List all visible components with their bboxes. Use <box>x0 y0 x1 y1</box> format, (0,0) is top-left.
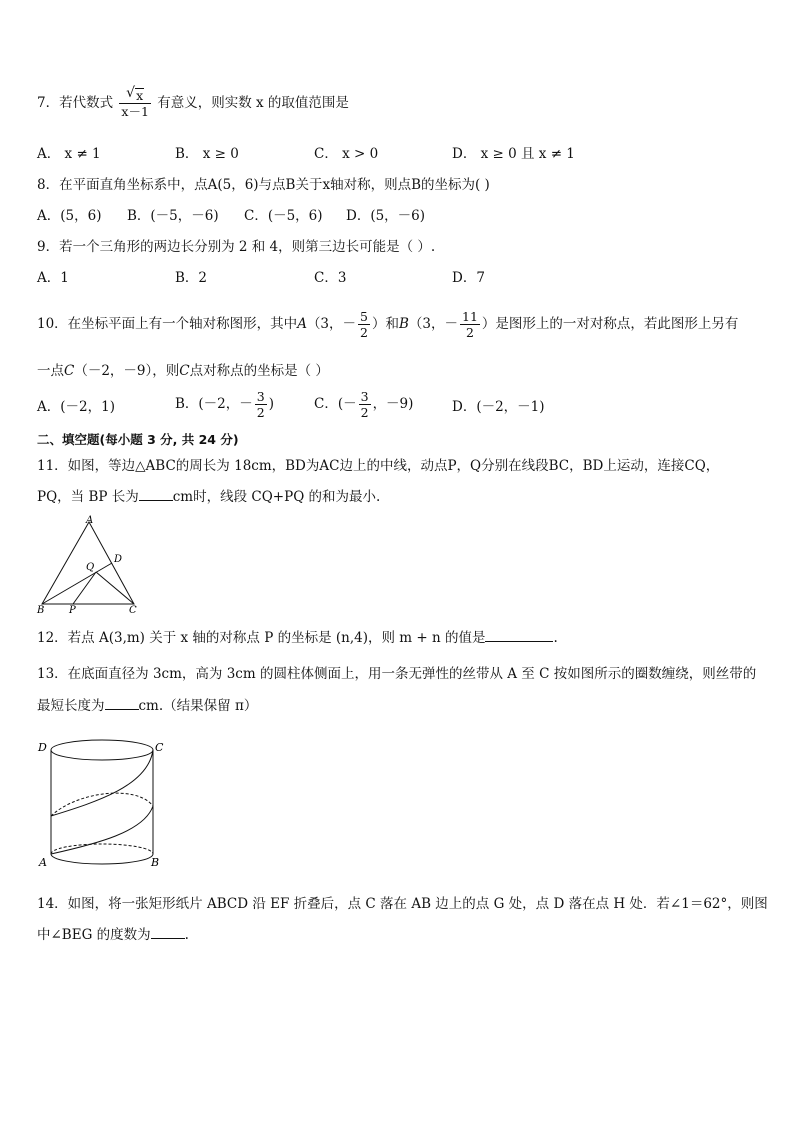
q11-stem-line1: 11．如图，等边△ABC的周长为 18cm，BD为AC边上的中线，动点P，Q分别在线段BC，BD上运动，连接CQ， <box>37 458 720 474</box>
cylinder-bottom-back <box>51 844 153 854</box>
q11-line2-pre: PQ，当 BP 长为 <box>37 489 139 505</box>
q10-line2-end: 点对称点的坐标是（ ） <box>189 363 329 379</box>
q10-optc-pre: C．(－ <box>314 396 357 412</box>
q9-option-d: D．7 <box>452 270 485 286</box>
q10-option-b <box>175 389 274 420</box>
label-d: D <box>38 741 47 754</box>
label-c: C <box>155 741 164 754</box>
q9-option-c: C．3 <box>314 270 347 286</box>
q12-answer-blank[interactable] <box>485 629 553 642</box>
q10-part1: 10．在坐标平面上有一个轴对称图形，其中 <box>37 316 298 332</box>
q10-stem-line1 <box>37 309 738 340</box>
q8-stem: 8．在平面直角坐标系中，点A(5，6)与点B关于x轴对称，则点B的坐标为( ) <box>37 177 490 193</box>
q13-cylinder-figure <box>36 734 168 870</box>
q9-stem: 9．若一个三角形的两边长分别为 2 和 4，则第三边长可能是（ ）. <box>37 239 436 255</box>
q10-point-a: A <box>297 316 307 332</box>
q13-line2-post: cm.（结果保留 π） <box>138 698 258 714</box>
q10-option-c <box>314 389 413 420</box>
label-a: A <box>86 515 94 526</box>
q13-answer-blank[interactable] <box>105 697 139 710</box>
q10-optb-num: 3 <box>256 389 265 404</box>
q10-optc-den: 2 <box>360 405 369 420</box>
q9-option-a: A．1 <box>37 270 69 286</box>
q12-pre: 12．若点 A(3,m) 关于 x 轴的对称点 P 的坐标是 (n,4)，则 m + n 的值是 <box>37 630 486 646</box>
label-d: D <box>114 554 123 565</box>
segment-pq <box>73 572 96 604</box>
q10-b-fraction <box>460 309 480 340</box>
q7-option-b: B． x ≥ 0 <box>175 146 239 162</box>
q10-a-fraction <box>358 309 370 340</box>
ribbon-back <box>51 793 153 816</box>
q10-optc-num: 3 <box>360 389 369 404</box>
q10-line2-post: （－2，－9），则 <box>74 363 180 379</box>
q7-option-a: A． x ≠ 1 <box>37 146 101 162</box>
q14-stem-line1: 14．如图，将一张矩形纸片 ABCD 沿 EF 折叠后，点 C 落在 AB 边上的点 G 处，点 D 落在点 H 处．若∠1＝62°，则图 <box>37 896 768 912</box>
q7-stem <box>37 85 349 119</box>
q10-option-a: A．(－2，1) <box>37 399 115 415</box>
section-heading: 二、填空题(每小题 3 分, 共 24 分) <box>37 432 239 447</box>
label-q: Q <box>86 562 95 573</box>
q10-option-d: D．(－2，－1) <box>452 399 545 415</box>
q10-b-den: 2 <box>465 325 474 340</box>
q13-stem-line2 <box>37 697 257 715</box>
q10-b-num: 11 <box>462 309 478 324</box>
q10-optb-post: ) <box>268 396 275 412</box>
q7-suffix: 有意义，则实数 x 的取值范围是 <box>157 95 349 111</box>
q7-prefix: 7．若代数式 <box>37 95 114 111</box>
q8-option-a: A．(5，6) <box>37 208 102 224</box>
q10-part2: ）是图形上的一对对称点，若此图形上另有 <box>481 316 739 332</box>
q7-fraction: √ x x－1 <box>121 85 149 119</box>
q13-line2-pre: 最短长度为 <box>37 698 105 714</box>
q11-stem-line2 <box>37 488 380 506</box>
q10-a-coord-pre: （3，－ <box>306 316 357 332</box>
q8-option-c: C．(－5，6) <box>244 208 323 224</box>
label-a: A <box>39 856 47 869</box>
q10-point-b: B <box>398 316 409 332</box>
q14-answer-blank[interactable] <box>151 926 185 939</box>
label-b: B <box>151 856 160 869</box>
q7-option-c: C． x > 0 <box>314 146 379 162</box>
label-b: B <box>37 605 45 614</box>
q10-point-c: C <box>64 363 75 379</box>
q12-stem <box>37 629 558 647</box>
q14-stem-line2 <box>37 926 189 944</box>
q10-optb-fraction <box>255 389 267 420</box>
q10-optc-fraction <box>359 389 371 420</box>
cylinder-bottom-front <box>51 854 153 864</box>
q11-triangle-figure <box>36 514 140 614</box>
q10-a-den: 2 <box>360 325 368 340</box>
q13-stem-line1: 13．在底面直径为 3cm，高为 3cm 的圆柱体侧面上，用一条无弹性的丝带从 A 至 C 按如图所示的圈数缠绕，则丝带的 <box>37 666 757 682</box>
q14-line2-post: . <box>184 927 189 943</box>
q11-answer-blank[interactable] <box>139 488 173 501</box>
q10-line2-pre: 一点 <box>37 363 64 379</box>
q8-option-d: D．(5，－6) <box>346 208 426 224</box>
q14-line2-pre: 中∠BEG 的度数为 <box>37 927 151 943</box>
q10-a-coord-post: ）和 <box>371 316 399 332</box>
segment-cq <box>96 572 134 604</box>
q10-stem-line2 <box>37 362 329 380</box>
label-p: P <box>69 605 76 614</box>
q10-a-num: 5 <box>360 309 368 324</box>
q7-frac-num: x <box>136 88 144 103</box>
q10-optb-den: 2 <box>256 405 265 420</box>
q10-point-c2: C <box>179 363 190 379</box>
cylinder-top-ellipse <box>51 740 153 760</box>
q10-optc-post: ，－9) <box>372 396 414 412</box>
q12-post: . <box>553 630 558 646</box>
label-c: C <box>129 605 137 614</box>
q9-option-b: B．2 <box>175 270 208 286</box>
q11-line2-post: cm时，线段 CQ+PQ 的和为最小. <box>172 489 381 505</box>
q7-frac-den: x－1 <box>121 104 149 119</box>
q10-b-coord-pre: （3，－ <box>408 316 458 332</box>
q7-option-d: D． x ≥ 0 且 x ≠ 1 <box>452 146 575 162</box>
q8-option-b: B．(－5，－6) <box>127 208 219 224</box>
q10-optb-pre: B．(－2，－ <box>175 396 253 412</box>
